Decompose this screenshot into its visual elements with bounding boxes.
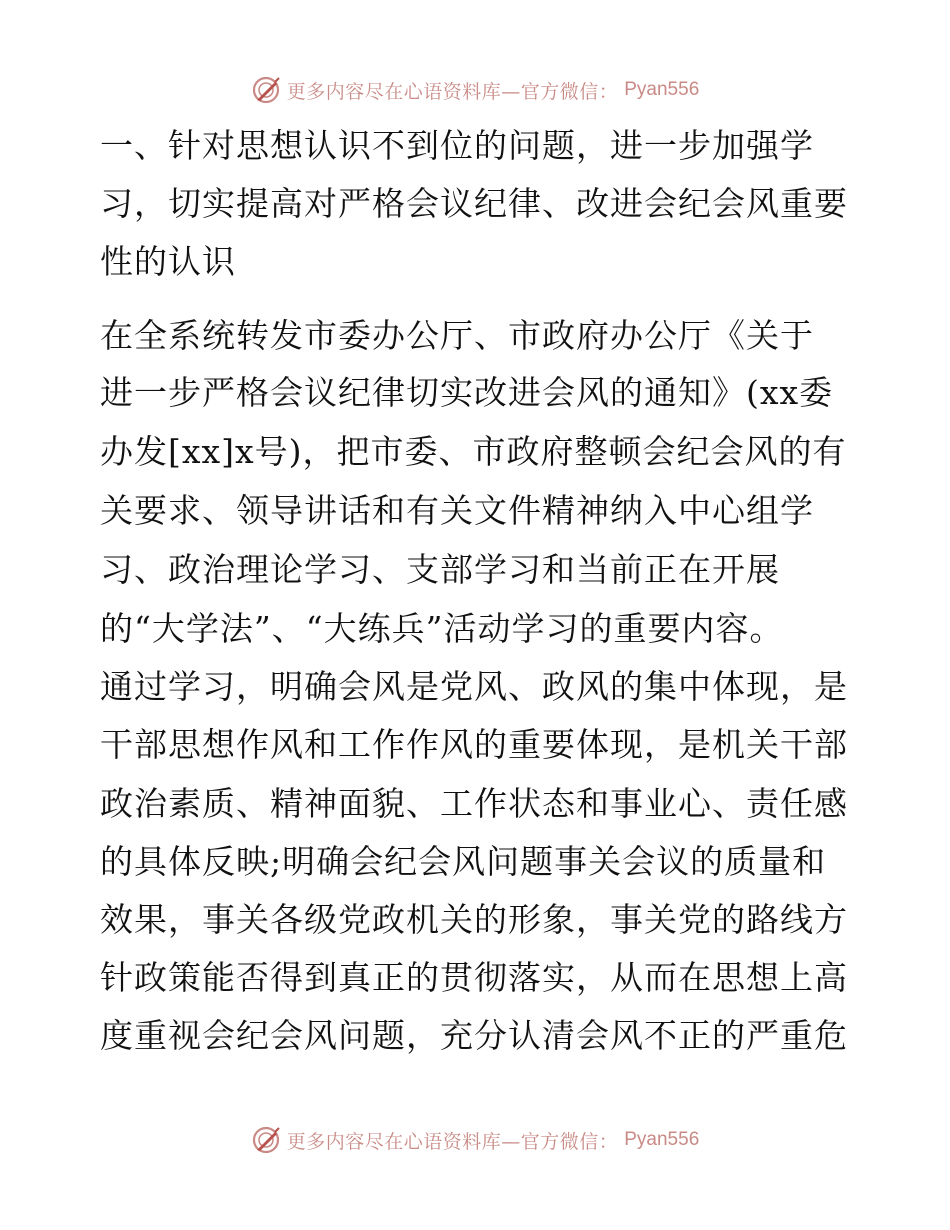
quill-logo-icon — [251, 1125, 281, 1155]
quill-logo-icon — [251, 75, 281, 105]
body-line: 针政策能否得到真正的贯彻落实，从而在思想上高 — [100, 958, 848, 997]
banner-wechat-id: Pyan556 — [624, 1129, 700, 1150]
body-line: 习、政治理论学习、支部学习和当前正在开展 — [100, 550, 780, 589]
heading-line: 性的认识 — [100, 242, 236, 281]
body-line: 关要求、领导讲话和有关文件精神纳入中心组学 — [100, 491, 814, 530]
footer-watermark-banner — [0, 1120, 950, 1160]
banner-label: 更多内容尽在心语资料库—官方微信： — [286, 1130, 619, 1153]
banner-label: 更多内容尽在心语资料库—官方微信： — [286, 80, 619, 103]
banner-wechat-id: Pyan556 — [624, 79, 700, 100]
heading-line: 习，切实提高对严格会议纪律、改进会纪会风重要 — [100, 184, 848, 223]
body-line: 在全系统转发市委办公厅、市政府办公厅《关于 — [100, 316, 814, 355]
header-watermark-banner — [0, 70, 950, 110]
body-line: 干部思想作风和工作作风的重要体现，是机关干部 — [100, 725, 848, 764]
body-line: 进一步严格会议纪律切实改进会风的通知》(xx委 — [100, 373, 834, 412]
body-line: 政治素质、精神面貌、工作状态和事业心、责任感 — [100, 784, 848, 823]
body-line: 办发[xx]x号)，把市委、市政府整顿会纪会风的有 — [100, 432, 847, 471]
body-line: 度重视会纪会风问题，充分认清会风不正的严重危 — [100, 1016, 848, 1055]
body-line: 的“大学法”、“大练兵”活动学习的重要内容。 — [100, 609, 784, 648]
body-line: 效果，事关各级党政机关的形象，事关党的路线方 — [100, 900, 848, 939]
body-line: 通过学习，明确会风是党风、政风的集中体现，是 — [100, 667, 848, 706]
heading-line: 一、针对思想认识不到位的问题，进一步加强学 — [100, 126, 814, 165]
body-line: 的具体反映;明确会纪会风问题事关会议的质量和 — [100, 842, 827, 881]
